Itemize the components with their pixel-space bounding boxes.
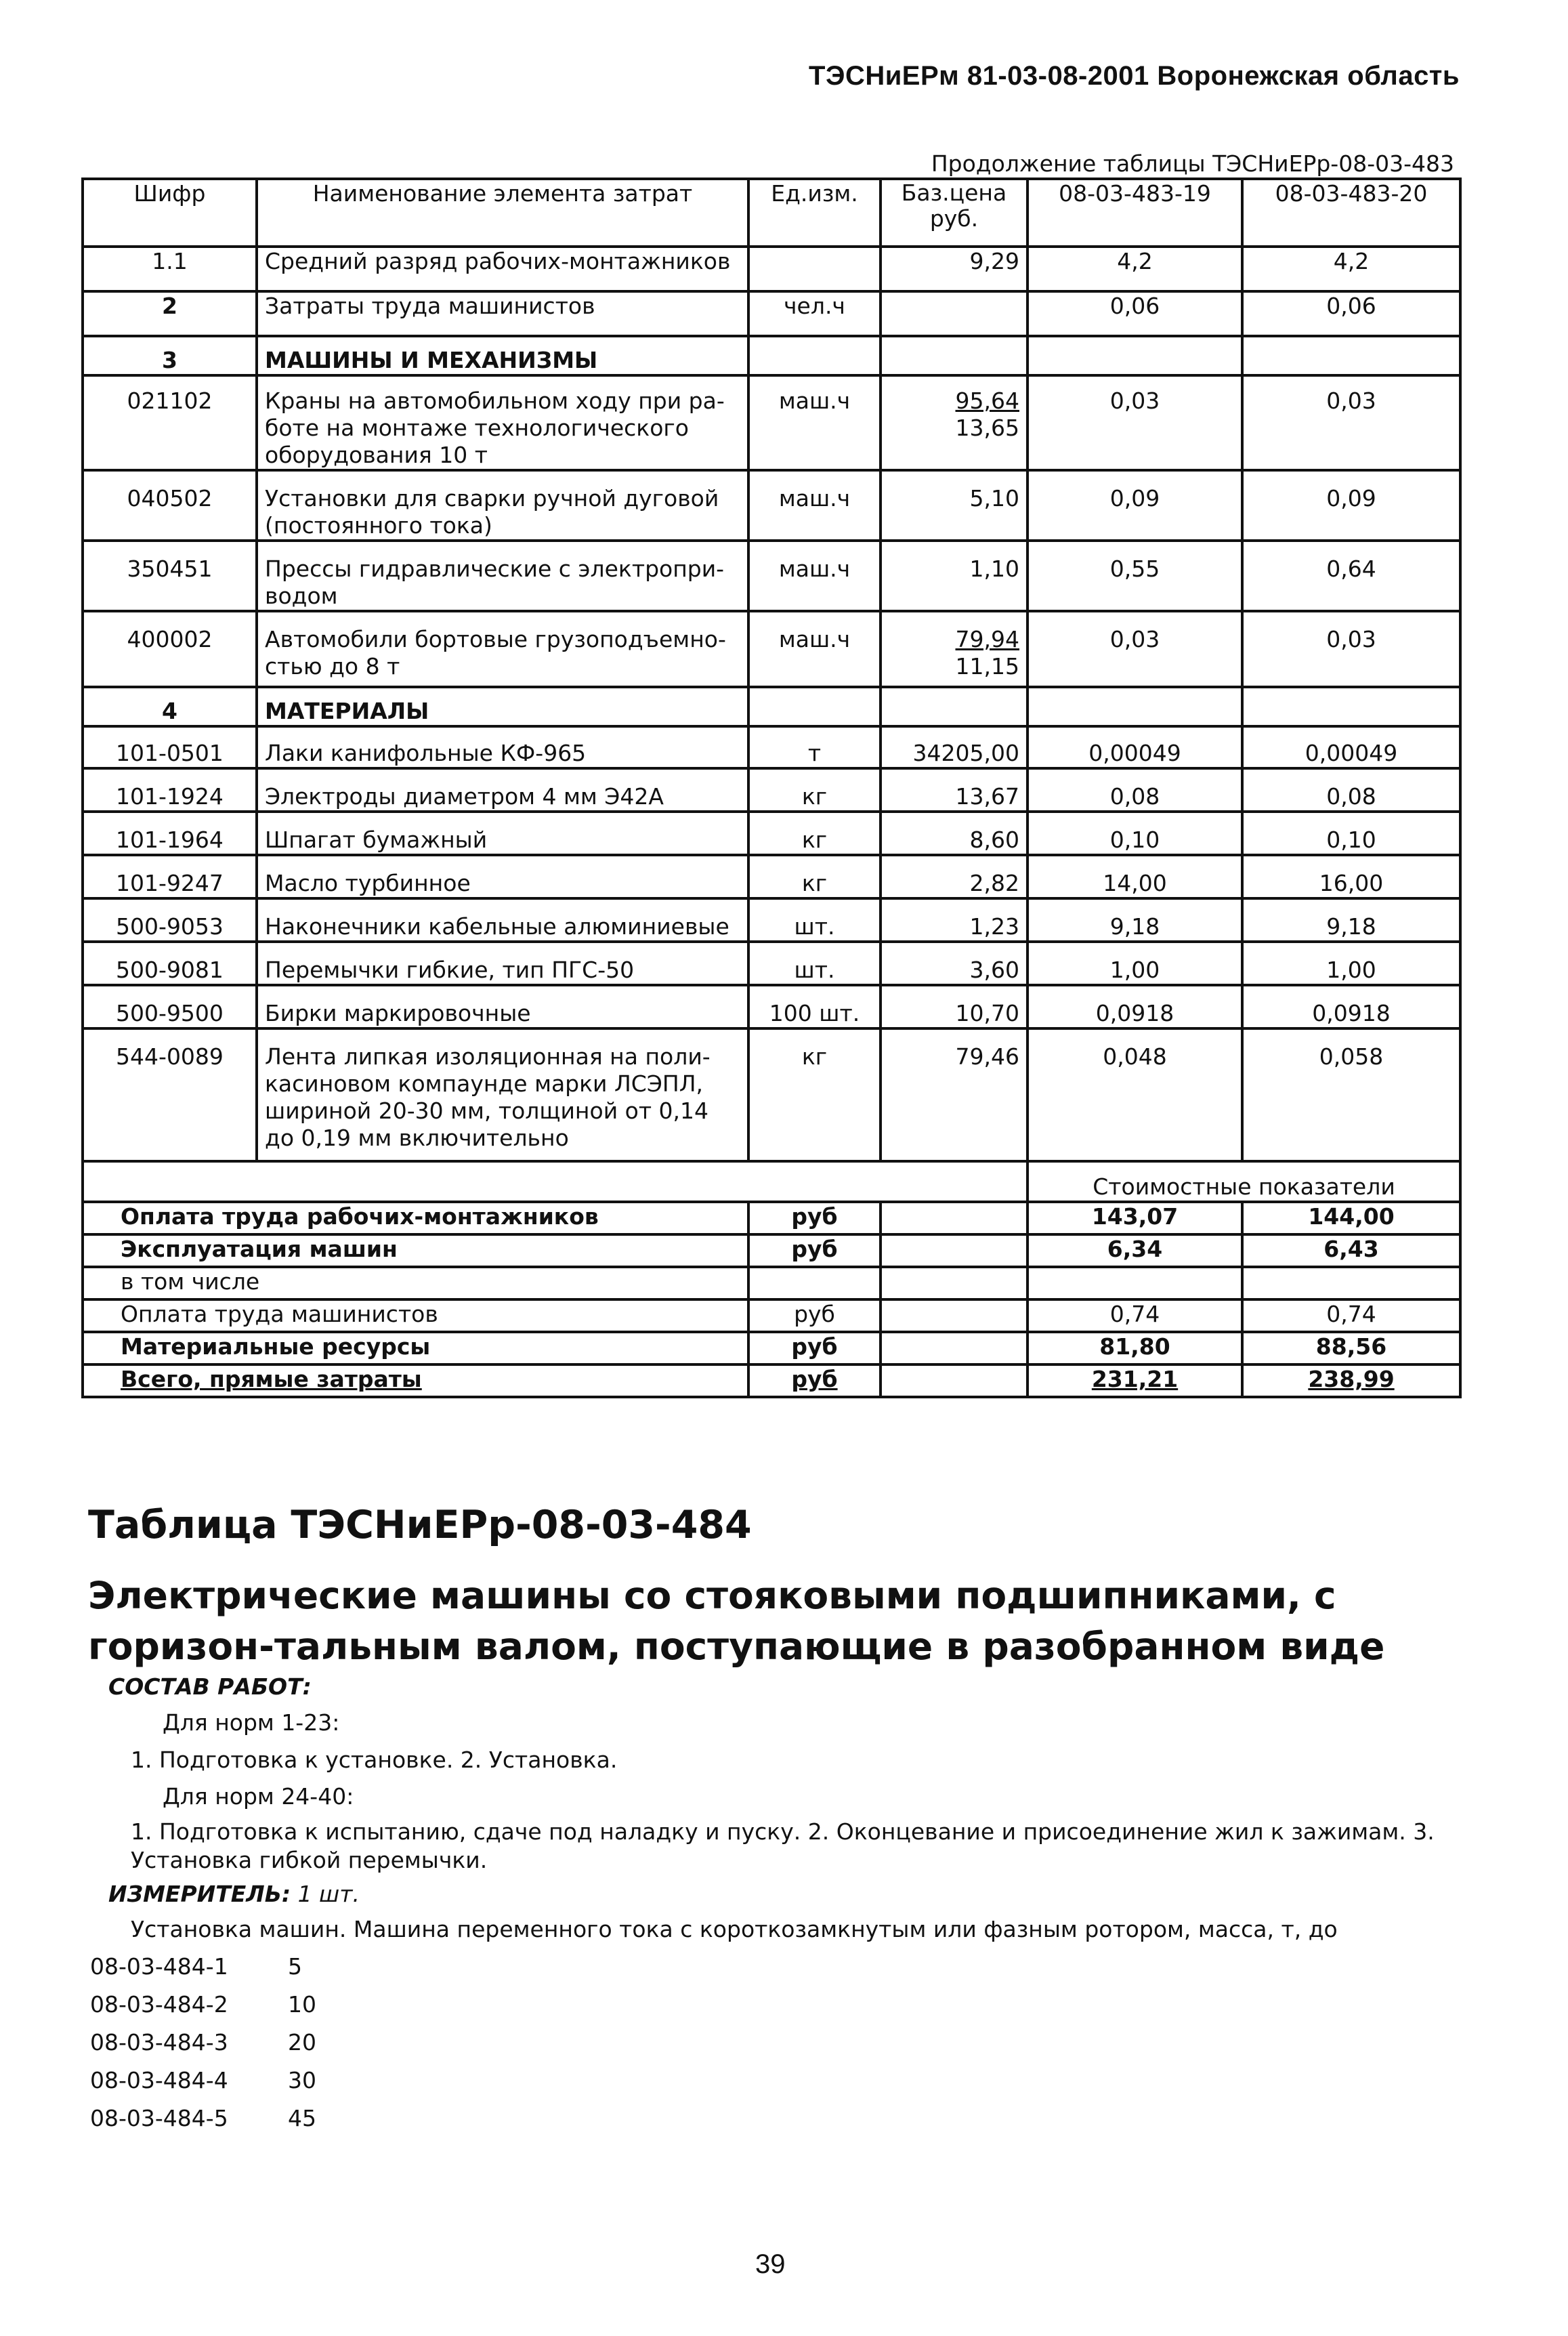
row-value-1: 0,03: [1027, 375, 1242, 470]
row-price: 9,29: [881, 247, 1027, 291]
row-value-2: 9,18: [1242, 898, 1460, 942]
cost-row: [83, 1299, 1460, 1332]
row-price: 1,10: [881, 541, 1027, 611]
row-name: Лаки канифольные КФ-965: [257, 726, 748, 768]
table-row: [83, 375, 1460, 470]
row-name: [257, 470, 748, 541]
cost-name: Материальные ресурсы: [83, 1332, 748, 1364]
cost-unit: руб: [748, 1234, 881, 1267]
row-unit: кг: [748, 855, 881, 898]
row-name-line: (постоянного тока): [265, 512, 492, 539]
cost-value-2: 88,56: [1242, 1332, 1460, 1364]
row-name-line: до 0,19 мм включительно: [265, 1125, 569, 1151]
row-unit: т: [748, 726, 881, 768]
row-code: 544-0089: [83, 1028, 257, 1161]
cost-value-1: 0,74: [1027, 1299, 1242, 1332]
table-row: [83, 470, 1460, 541]
row-value-1: 0,00049: [1027, 726, 1242, 768]
norm-value: 30: [288, 2067, 316, 2093]
row-value-1: 0,048: [1027, 1028, 1242, 1161]
row-value-1: 9,18: [1027, 898, 1242, 942]
row-value-2: 0,03: [1242, 611, 1460, 687]
row-code: 500-9053: [83, 898, 257, 942]
row-price: 2,82: [881, 855, 1027, 898]
row-name: Перемычки гибкие, тип ПГС-50: [257, 942, 748, 985]
row-value-1: 14,00: [1027, 855, 1242, 898]
row-unit: шт.: [748, 898, 881, 942]
cost-value-1: [1027, 1267, 1242, 1299]
cost-name: в том числе: [83, 1267, 748, 1299]
norm-code: 08-03-484-2: [90, 1991, 228, 2018]
cost-value-2: [1242, 1267, 1460, 1299]
table-row: [83, 541, 1460, 611]
row-code: 101-9247: [83, 855, 257, 898]
row-unit: [748, 247, 881, 291]
row-price-wage: 13,65: [955, 415, 1019, 441]
cost-unit: руб: [748, 1202, 881, 1234]
row-price: [881, 375, 1027, 470]
table-row: [83, 1028, 1460, 1161]
cost-row: [83, 1234, 1460, 1267]
row-name: Наконечники кабельные алюминиевые: [257, 898, 748, 942]
row-code: 101-1924: [83, 768, 257, 812]
header-price-line1: Баз.цена: [901, 180, 1007, 206]
row-name: Затраты труда машинистов: [257, 291, 748, 336]
row-price: 1,23: [881, 898, 1027, 942]
meter-label: ИЗМЕРИТЕЛЬ:: [108, 1881, 291, 1907]
row-value-2: 0,058: [1242, 1028, 1460, 1161]
row-value-1: 0,0918: [1027, 985, 1242, 1028]
table-row: [83, 855, 1460, 898]
row-name: [257, 1028, 748, 1161]
norm-code: 08-03-484-3: [90, 2029, 228, 2056]
row-price: 10,70: [881, 985, 1027, 1028]
row-name: Шпагат бумажный: [257, 812, 748, 855]
row-value-1: 0,10: [1027, 812, 1242, 855]
row-unit: кг: [748, 812, 881, 855]
norm-code: 08-03-484-5: [90, 2105, 228, 2131]
cost-row: [83, 1332, 1460, 1364]
norm-value: 10: [288, 1991, 316, 2018]
row-value-2: 0,06: [1242, 291, 1460, 336]
cost-unit: [748, 1364, 881, 1397]
page-header: ТЭСНиЕРм 81-03-08-2001 Воронежская область: [809, 61, 1460, 91]
row-name: [257, 541, 748, 611]
cost-value-2: [1242, 1364, 1460, 1397]
row-name-line: касиновом компаунде марки ЛСЭПЛ,: [265, 1070, 704, 1097]
row-price: 13,67: [881, 768, 1027, 812]
continuation-note: Продолжение таблицы ТЭСНиЕРр-08-03-483: [931, 150, 1454, 177]
row-price: [881, 291, 1027, 336]
row-unit: кг: [748, 768, 881, 812]
row-price: 8,60: [881, 812, 1027, 855]
norm-value: 20: [288, 2029, 316, 2056]
row-name-line: водом: [265, 583, 338, 609]
cost-name: Оплата труда машинистов: [83, 1299, 748, 1332]
row-value-2: 4,2: [1242, 247, 1460, 291]
cost-value-1: [1027, 1364, 1242, 1397]
row-name: Масло турбинное: [257, 855, 748, 898]
cost-row: [83, 1202, 1460, 1234]
row-price-main: 79,94: [955, 626, 1019, 652]
table-row: [83, 898, 1460, 942]
cost-total-value-2: 238,99: [1308, 1366, 1395, 1392]
row-value-1: 0,06: [1027, 291, 1242, 336]
row-value-1: 0,55: [1027, 541, 1242, 611]
header-col1: 08-03-483-19: [1027, 179, 1242, 247]
row-value-1: 0,09: [1027, 470, 1242, 541]
cost-total-label: Всего, прямые затраты: [121, 1366, 422, 1392]
table-row: [83, 291, 1460, 336]
row-value-2: 0,64: [1242, 541, 1460, 611]
row-name-line: Лента липкая изоляционная на поли-: [265, 1043, 711, 1070]
row-code: 101-0501: [83, 726, 257, 768]
row-price: [881, 611, 1027, 687]
row-unit: маш.ч: [748, 470, 881, 541]
meter-value: 1 шт.: [297, 1881, 360, 1907]
row-code: 2: [83, 291, 257, 336]
section-code: 3: [83, 336, 257, 375]
section-title: МАШИНЫ И МЕХАНИЗМЫ: [257, 336, 748, 375]
norms-24-40-label: Для норм 24-40:: [163, 1783, 354, 1810]
cost-value-2: 6,43: [1242, 1234, 1460, 1267]
cost-header-row: [83, 1161, 1460, 1202]
row-name-line: Краны на автомобильном ходу при ра-: [265, 388, 725, 414]
table-row: [83, 768, 1460, 812]
norm-value: 45: [288, 2105, 316, 2131]
cost-name: [83, 1364, 748, 1397]
cost-name: Эксплуатация машин: [83, 1234, 748, 1267]
row-unit: маш.ч: [748, 541, 881, 611]
cost-total-value-1: 231,21: [1091, 1366, 1179, 1392]
row-name: Средний разряд рабочих-монтажников: [257, 247, 748, 291]
row-price-wage: 11,15: [955, 653, 1019, 680]
header-name: Наименование элемента затрат: [257, 179, 748, 247]
row-price-main: 95,64: [955, 388, 1019, 414]
table-row: [83, 247, 1460, 291]
row-code: 1.1: [83, 247, 257, 291]
row-value-2: 16,00: [1242, 855, 1460, 898]
cost-unit: [748, 1267, 881, 1299]
header-col2: 08-03-483-20: [1242, 179, 1460, 247]
work-24-40-text-line2: Установка гибкой перемычки.: [131, 1847, 488, 1873]
cost-unit: руб: [748, 1299, 881, 1332]
cost-value-1: 81,80: [1027, 1332, 1242, 1364]
row-value-2: 0,00049: [1242, 726, 1460, 768]
cost-value-1: 6,34: [1027, 1234, 1242, 1267]
row-value-2: 0,03: [1242, 375, 1460, 470]
row-code: 500-9500: [83, 985, 257, 1028]
table-row: [83, 812, 1460, 855]
row-value-1: 0,08: [1027, 768, 1242, 812]
row-value-1: 4,2: [1027, 247, 1242, 291]
cost-unit: руб: [748, 1332, 881, 1364]
row-name: Электроды диаметром 4 мм Э42А: [257, 768, 748, 812]
work-composition-label: СОСТАВ РАБОТ:: [108, 1673, 312, 1700]
norms-1-23-label: Для норм 1-23:: [163, 1709, 340, 1736]
norm-code: 08-03-484-4: [90, 2067, 228, 2093]
cost-name: Оплата труда рабочих-монтажников: [83, 1202, 748, 1234]
meter: [108, 1881, 360, 1907]
row-name-line: стью до 8 т: [265, 653, 400, 680]
row-name-line: Установки для сварки ручной дуговой: [265, 485, 719, 512]
table-row: [83, 726, 1460, 768]
row-value-2: 0,10: [1242, 812, 1460, 855]
row-price: 79,46: [881, 1028, 1027, 1161]
norm-value: 5: [288, 1953, 302, 1980]
row-value-1: 1,00: [1027, 942, 1242, 985]
section-title: Таблица ТЭСНиЕРр-08-03-484: [88, 1503, 752, 1547]
row-value-2: 0,09: [1242, 470, 1460, 541]
row-code: 021102: [83, 375, 257, 470]
row-price: 5,10: [881, 470, 1027, 541]
row-price: 3,60: [881, 942, 1027, 985]
row-name-line: боте на монтаже технологического: [265, 415, 689, 441]
row-unit: шт.: [748, 942, 881, 985]
row-unit: кг: [748, 1028, 881, 1161]
section-row-materials: [83, 687, 1460, 726]
section-row-machines: [83, 336, 1460, 375]
row-value-2: 0,0918: [1242, 985, 1460, 1028]
cost-row: [83, 1364, 1460, 1397]
row-price: 34205,00: [881, 726, 1027, 768]
section-code: 4: [83, 687, 257, 726]
norms-table: [81, 178, 1462, 1398]
row-name-line: Автомобили бортовые грузоподъемно-: [265, 626, 726, 652]
cost-value-2: 144,00: [1242, 1202, 1460, 1234]
row-unit: 100 шт.: [748, 985, 881, 1028]
header-unit: Ед.изм.: [748, 179, 881, 247]
row-unit: чел.ч: [748, 291, 881, 336]
section-subtitle: Электрические машины со стояковыми подшипниками, с горизон-тальным валом, поступающие в разобранном виде: [88, 1574, 1385, 1668]
header-price-line2: руб.: [929, 205, 979, 232]
cost-header: Стоимостные показатели: [1027, 1161, 1460, 1202]
section-title: МАТЕРИАЛЫ: [257, 687, 748, 726]
row-code: 350451: [83, 541, 257, 611]
header-code: Шифр: [83, 179, 257, 247]
row-code: 400002: [83, 611, 257, 687]
row-code: 040502: [83, 470, 257, 541]
row-name: [257, 375, 748, 470]
cost-row: [83, 1267, 1460, 1299]
row-name: [257, 611, 748, 687]
page-number: 39: [755, 2249, 786, 2279]
row-name-line: оборудования 10 т: [265, 442, 488, 468]
row-code: 500-9081: [83, 942, 257, 985]
row-value-1: 0,03: [1027, 611, 1242, 687]
cost-value-2: 0,74: [1242, 1299, 1460, 1332]
cost-value-1: 143,07: [1027, 1202, 1242, 1234]
row-name-line: Прессы гидравлические с электропри-: [265, 556, 725, 582]
row-name: Бирки маркировочные: [257, 985, 748, 1028]
row-value-2: 1,00: [1242, 942, 1460, 985]
row-name-line: шириной 20-30 мм, толщиной от 0,14: [265, 1098, 709, 1124]
norm-code: 08-03-484-1: [90, 1953, 228, 1980]
table-header-row: [83, 179, 1460, 247]
table-row: [83, 942, 1460, 985]
work-1-23-text: 1. Подготовка к установке. 2. Установка.: [131, 1747, 618, 1773]
row-unit: маш.ч: [748, 375, 881, 470]
install-description: Установка машин. Машина переменного тока с короткозамкнутым или фазным ротором, масса, т, до: [131, 1916, 1338, 1942]
header-price: [881, 179, 1027, 247]
table-row: [83, 985, 1460, 1028]
work-24-40-text-line1: 1. Подготовка к испытанию, сдаче под наладку и пуску. 2. Оконцевание и присоединение жил к зажимам. 3.: [131, 1818, 1435, 1845]
row-unit: маш.ч: [748, 611, 881, 687]
table-row: [83, 611, 1460, 687]
row-value-2: 0,08: [1242, 768, 1460, 812]
row-code: 101-1964: [83, 812, 257, 855]
cost-total-unit: руб: [791, 1366, 838, 1392]
